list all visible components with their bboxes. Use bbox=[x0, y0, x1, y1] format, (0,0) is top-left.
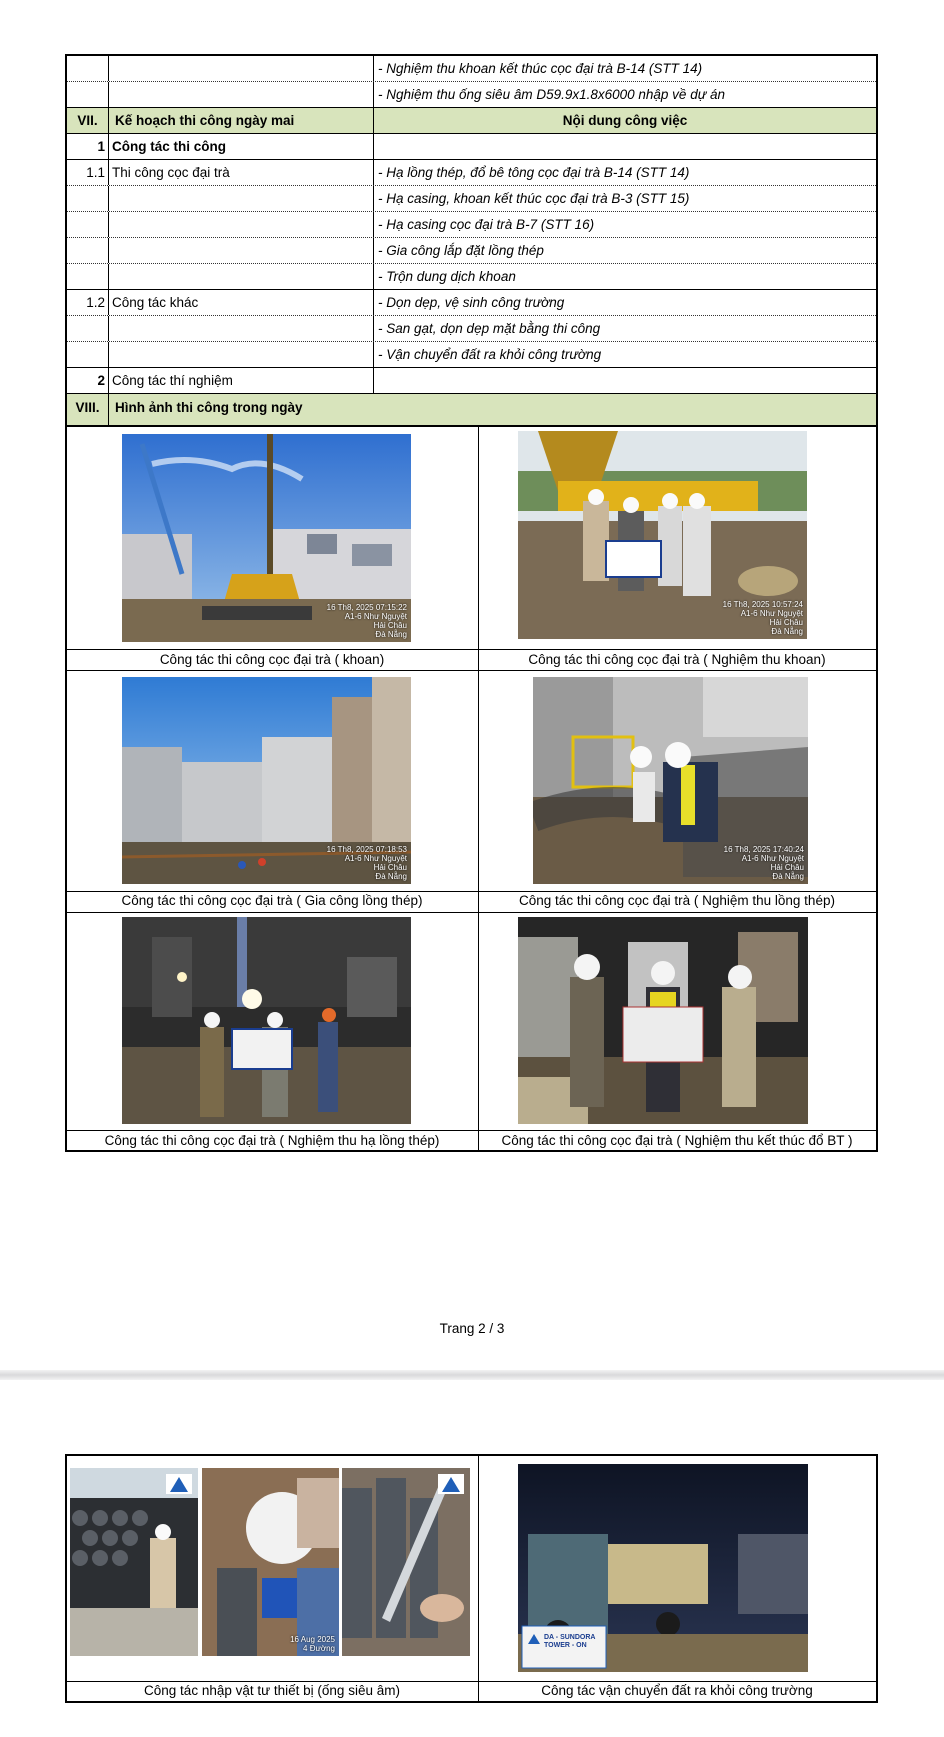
report-table bbox=[65, 54, 878, 427]
row-content bbox=[374, 368, 876, 393]
row-task bbox=[109, 82, 374, 107]
section-number: VIII. bbox=[67, 394, 109, 425]
section-header-vii bbox=[67, 108, 876, 134]
photo-timestamp: 16 Aug 2025 4 Đường bbox=[290, 1635, 335, 1653]
table-row bbox=[67, 238, 876, 264]
photo-timestamp: 16 Th8, 2025 17:40:24 A1-6 Như Nguyệt Hải Châu Đà Nẵng bbox=[723, 845, 804, 881]
row-task: Công tác thí nghiệm bbox=[109, 368, 374, 393]
table-row bbox=[67, 134, 876, 160]
photo-night-concrete-completion bbox=[518, 917, 808, 1124]
row-task: Công tác thi công bbox=[109, 134, 374, 159]
row-number bbox=[67, 238, 109, 263]
row-task bbox=[109, 342, 374, 367]
row-number: 1.1 bbox=[67, 160, 109, 185]
photo-timestamp: 16 Th8, 2025 10:57:24 A1-6 Như Nguyệt Hải Châu Đà Nẵng bbox=[722, 600, 803, 636]
table-row bbox=[67, 186, 876, 212]
row-number: 1 bbox=[67, 134, 109, 159]
page-number: Trang 2 / 3 bbox=[439, 1321, 505, 1336]
photo-rebar-inspection bbox=[533, 677, 808, 884]
table-row bbox=[67, 342, 876, 368]
section-title: Kế hoạch thi công ngày mai bbox=[109, 108, 374, 133]
photo-caption: Công tác thi công cọc đại trà ( Nghiệm thu kết thúc đổ BT ) bbox=[501, 1133, 853, 1148]
truck-photo-label: DA - SUNDORA TOWER - ON bbox=[544, 1634, 596, 1649]
row-task bbox=[109, 186, 374, 211]
content-column-header: Nội dung công việc bbox=[562, 113, 688, 128]
row-task: Công tác khác bbox=[109, 290, 374, 315]
section-title: Hình ảnh thi công trong ngày bbox=[115, 400, 303, 415]
table-row bbox=[67, 212, 876, 238]
row-content: - Gia công lắp đặt lồng thép bbox=[378, 243, 544, 258]
row-content: - Dọn dẹp, vệ sinh công trường bbox=[378, 295, 565, 310]
row-task: Thi công cọc đại trà bbox=[109, 160, 374, 185]
photo-timestamp: 16 Th8, 2025 07:18:53 A1-6 Như Nguyệt Hải Châu Đà Nẵng bbox=[326, 845, 407, 881]
table-row bbox=[67, 368, 876, 394]
photo-night-cage-lowering bbox=[122, 917, 411, 1124]
row-task bbox=[109, 264, 374, 289]
table-row bbox=[67, 264, 876, 290]
photo-caption: Công tác thi công cọc đại trà ( Nghiệm thu hạ lồng thép) bbox=[104, 1133, 440, 1148]
photo-rebar-fabrication bbox=[122, 677, 411, 884]
row-content: - Nghiệm thu ống siêu âm D59.9x1.8x6000 nhập về dự án bbox=[378, 87, 726, 102]
row-content: - Hạ casing cọc đại trà B-7 (STT 16) bbox=[378, 217, 595, 232]
photo-drilling-rig bbox=[122, 434, 411, 642]
row-number: 2 bbox=[67, 368, 109, 393]
row-number bbox=[67, 342, 109, 367]
row-task bbox=[109, 212, 374, 237]
row-number bbox=[67, 264, 109, 289]
row-number bbox=[67, 56, 109, 81]
photo-caption: Công tác vận chuyển đất ra khỏi công trường bbox=[541, 1683, 813, 1698]
row-number bbox=[67, 212, 109, 237]
row-number bbox=[67, 186, 109, 211]
row-content: - Trộn dung dịch khoan bbox=[378, 269, 516, 284]
page-separator bbox=[0, 1370, 944, 1380]
table-row bbox=[67, 56, 876, 82]
row-task bbox=[109, 56, 374, 81]
photo-timestamp: 16 Th8, 2025 07:15:22 A1-6 Như Nguyệt Hải Châu Đà Nẵng bbox=[326, 603, 407, 639]
photo-caption: Công tác thi công cọc đại trà ( khoan) bbox=[159, 652, 385, 667]
table-row bbox=[67, 316, 876, 342]
row-content: - Hạ casing, khoan kết thúc cọc đại trà B-3 (STT 15) bbox=[378, 191, 690, 206]
row-number: 1.2 bbox=[67, 290, 109, 315]
row-content: - Vận chuyển đất ra khỏi công trường bbox=[378, 347, 602, 362]
row-content: - Hạ lồng thép, đổ bê tông cọc đại trà B-14 (STT 14) bbox=[378, 165, 690, 180]
row-task bbox=[109, 316, 374, 341]
photo-caption: Công tác thi công cọc đại trà ( Nghiệm thu lồng thép) bbox=[519, 893, 835, 908]
photo-pipe-caliper bbox=[342, 1468, 470, 1656]
row-content: - San gạt, dọn dẹp mặt bằng thi công bbox=[378, 321, 601, 336]
photo-caption: Công tác thi công cọc đại trà ( Gia công lồng thép) bbox=[121, 893, 423, 908]
table-row bbox=[67, 160, 876, 186]
row-task bbox=[109, 238, 374, 263]
row-content bbox=[374, 134, 876, 159]
row-content: - Nghiệm thu khoan kết thúc cọc đại trà B-14 (STT 14) bbox=[378, 61, 703, 76]
photo-pipe-inspection bbox=[202, 1468, 339, 1656]
section-header-viii bbox=[67, 394, 876, 425]
photo-soil-truck bbox=[518, 1464, 808, 1672]
row-number bbox=[67, 82, 109, 107]
section-number: VII. bbox=[67, 108, 109, 133]
row-number bbox=[67, 316, 109, 341]
photo-caption: Công tác nhập vật tư thiết bị (ống siêu âm) bbox=[144, 1683, 400, 1698]
table-row bbox=[67, 290, 876, 316]
photo-caption: Công tác thi công cọc đại trà ( Nghiệm thu khoan) bbox=[528, 652, 826, 667]
table-row bbox=[67, 82, 876, 108]
photo-pipe-stack bbox=[70, 1468, 198, 1656]
photo-acceptance-drilling bbox=[518, 431, 807, 639]
